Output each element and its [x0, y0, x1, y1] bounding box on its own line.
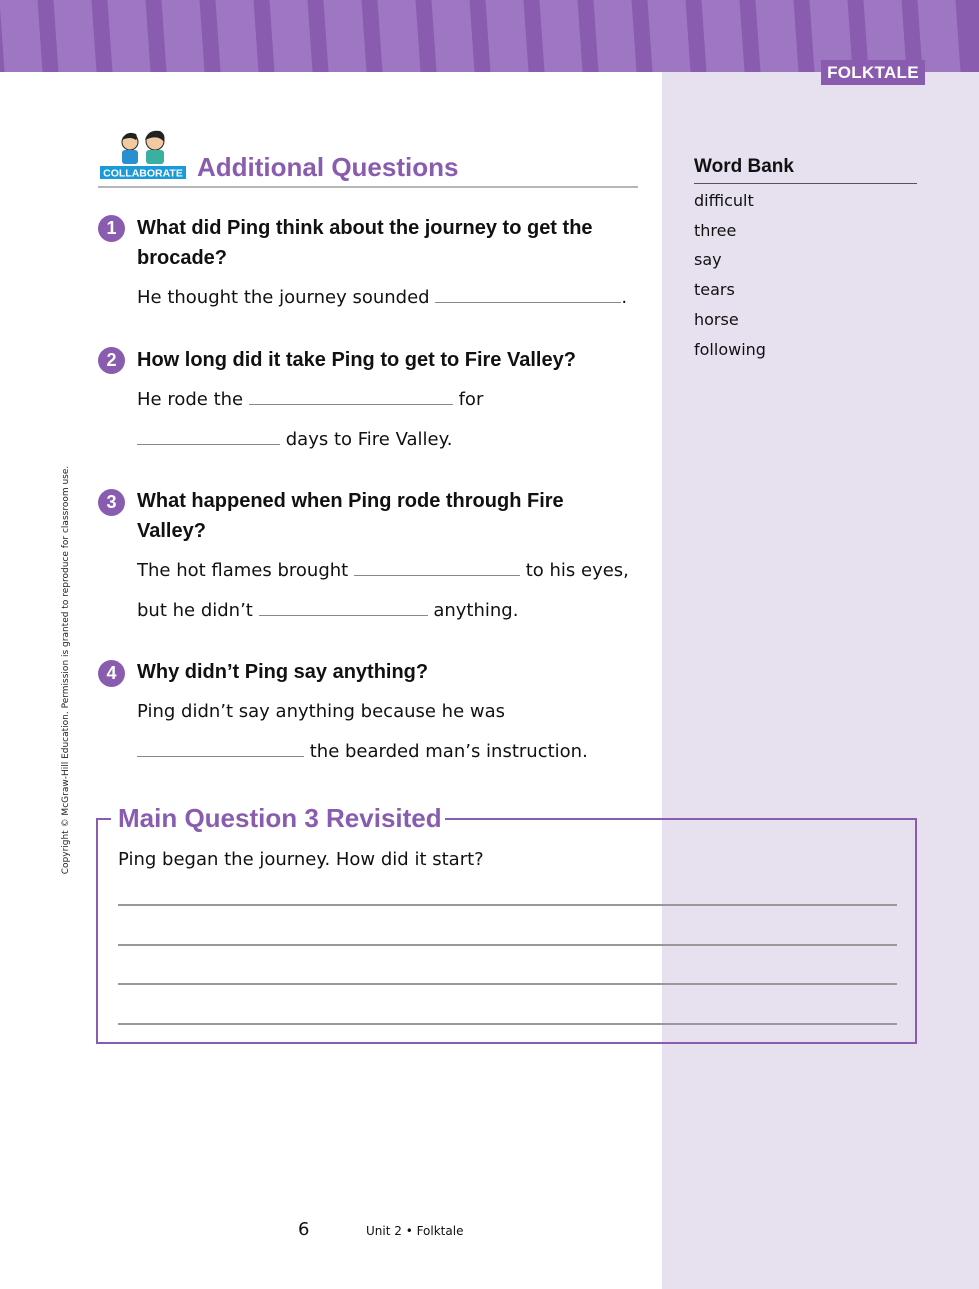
question-3-answer-line-1	[137, 557, 629, 584]
writing-line[interactable]	[118, 1023, 897, 1025]
question-number: 1	[98, 215, 125, 242]
word-bank-item: three	[694, 220, 737, 240]
answer-blank[interactable]	[137, 426, 280, 445]
question-number: 3	[98, 489, 125, 516]
question-4-text: Why didn’t Ping say anything?	[137, 661, 429, 683]
answer-text: to his eyes,	[525, 560, 629, 581]
word-bank-item: following	[694, 339, 766, 359]
question-2-answer-line-2	[137, 426, 452, 453]
collaborate-icon	[100, 128, 186, 180]
unit-label: Unit 2 • Folktale	[366, 1224, 464, 1238]
writing-line[interactable]	[118, 944, 897, 946]
answer-text: days to Fire Valley.	[285, 429, 453, 450]
question-3-text: What happened when Ping rode through Fire Valley?	[137, 490, 564, 542]
question-4-answer-line-2	[137, 738, 588, 765]
writing-line[interactable]	[118, 983, 897, 985]
answer-text: .	[621, 287, 628, 308]
answer-text: He thought the journey sounded	[137, 287, 430, 308]
title-divider	[98, 186, 638, 188]
answer-blank[interactable]	[249, 386, 453, 405]
question-1-answer	[137, 284, 627, 311]
main-question-title: Main Question 3 Revisited	[111, 803, 445, 834]
answer-text: but he didn’t	[137, 600, 253, 621]
question-2-text: How long did it take Ping to get to Fire Valley?	[137, 349, 576, 371]
genre-tab: FOLKTALE	[821, 60, 925, 85]
word-bank-divider	[694, 183, 917, 184]
word-bank-title: Word Bank	[694, 156, 794, 177]
question-4-answer-line-1: Ping didn’t say anything because he was	[137, 701, 506, 722]
word-bank-item: say	[694, 250, 722, 270]
answer-text: the bearded man’s instruction.	[309, 741, 588, 762]
question-number: 2	[98, 347, 125, 374]
answer-blank[interactable]	[354, 557, 520, 576]
answer-text: The hot flames brought	[137, 560, 349, 581]
word-bank-item: tears	[694, 280, 735, 300]
answer-text: He rode the	[137, 389, 244, 410]
answer-text: anything.	[433, 600, 519, 621]
collaborate-badge: COLLABORATE	[103, 167, 183, 180]
question-3-answer-line-2	[137, 597, 518, 624]
copyright-notice: Copyright © McGraw-Hill Education. Permission is granted to reproduce for classroom use.	[61, 465, 71, 875]
answer-blank[interactable]	[259, 597, 428, 616]
question-2-answer-line-1	[137, 386, 483, 413]
main-question-prompt: Ping began the journey. How did it start?	[118, 849, 484, 870]
section-title: Additional Questions	[197, 152, 459, 182]
answer-blank[interactable]	[435, 284, 621, 303]
question-1-text: What did Ping think about the journey to get the brocade?	[137, 217, 593, 269]
word-bank-list	[694, 186, 766, 364]
answer-text: for	[458, 389, 484, 410]
word-bank-item: difficult	[694, 191, 754, 210]
question-number: 4	[98, 660, 125, 687]
answer-blank[interactable]	[137, 738, 304, 757]
writing-line[interactable]	[118, 904, 897, 906]
word-bank-item: horse	[694, 309, 739, 329]
page-number: 6	[298, 1219, 310, 1240]
